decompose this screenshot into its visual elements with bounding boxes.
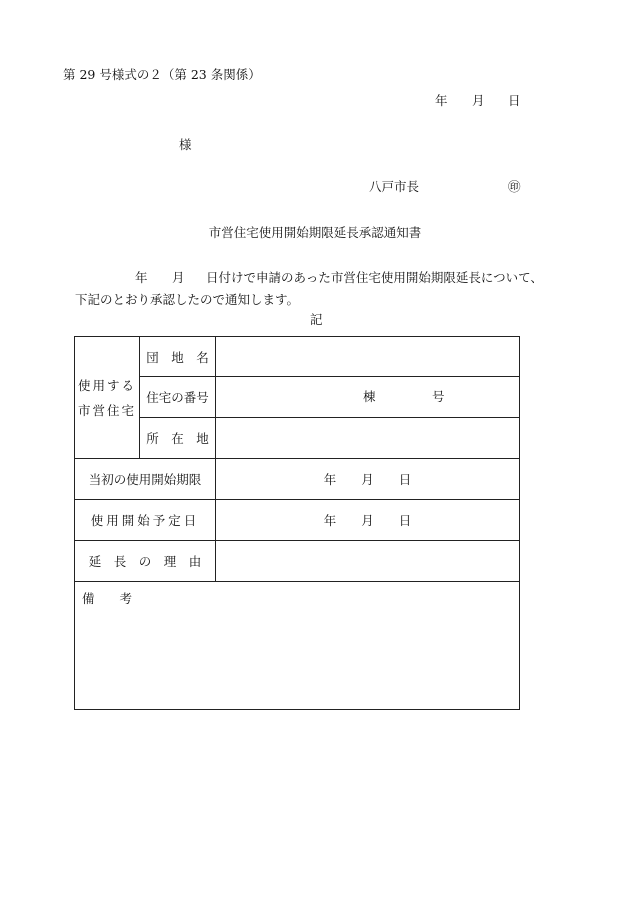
notes-label: 備 考 xyxy=(82,591,133,606)
location-field[interactable] xyxy=(216,418,520,459)
document-title: 市営住宅使用開始期限延長承認通知書 xyxy=(208,225,422,240)
date-day: 日 xyxy=(508,93,521,108)
body-month: 月 xyxy=(172,270,185,285)
body-line2: 下記のとおり承認したので通知します。 xyxy=(75,292,300,307)
table-row xyxy=(75,541,520,582)
number-unit: 号 xyxy=(432,389,445,404)
housing-group-label-line1: 使用する xyxy=(77,378,136,393)
complex-name-field[interactable] xyxy=(216,337,520,377)
planned-start-field[interactable]: 年 月 日 xyxy=(216,500,520,541)
table-row xyxy=(75,337,520,377)
table-row xyxy=(75,418,520,459)
date-month: 月 xyxy=(472,93,485,108)
initial-deadline-field[interactable]: 年 月 日 xyxy=(216,459,520,500)
issuer-name: 八戸市長 xyxy=(369,179,420,194)
table-row xyxy=(75,377,520,418)
seal-mark: ㊞ xyxy=(508,179,521,194)
housing-group-label xyxy=(75,337,140,459)
location-label: 所 在 地 xyxy=(140,418,216,459)
planned-start-label: 使用開始予定日 xyxy=(75,500,216,541)
table-row xyxy=(75,459,520,500)
complex-name-label: 団 地 名 xyxy=(140,337,216,377)
table-row xyxy=(75,582,520,710)
ki-mark: 記 xyxy=(310,312,323,327)
body-line1: 日付けで申請のあった市営住宅使用開始期限延長について、 xyxy=(206,270,543,285)
building-unit: 棟 xyxy=(363,389,376,404)
application-table xyxy=(74,336,520,710)
table-row xyxy=(75,500,520,541)
housing-group-label-line2: 市営住宅 xyxy=(77,403,136,418)
reason-field[interactable] xyxy=(216,541,520,582)
body-year: 年 xyxy=(135,270,148,285)
reason-label: 延 長 の 理 由 xyxy=(75,541,216,582)
form-number: 第 29 号様式の２（第 23 条関係） xyxy=(63,67,261,82)
house-number-field[interactable] xyxy=(216,377,520,418)
date-year: 年 xyxy=(435,93,448,108)
addressee-suffix: 様 xyxy=(179,137,192,152)
house-number-label: 住宅の番号 xyxy=(140,377,216,418)
notes-field[interactable] xyxy=(75,582,520,710)
initial-deadline-label: 当初の使用開始期限 xyxy=(75,459,216,500)
